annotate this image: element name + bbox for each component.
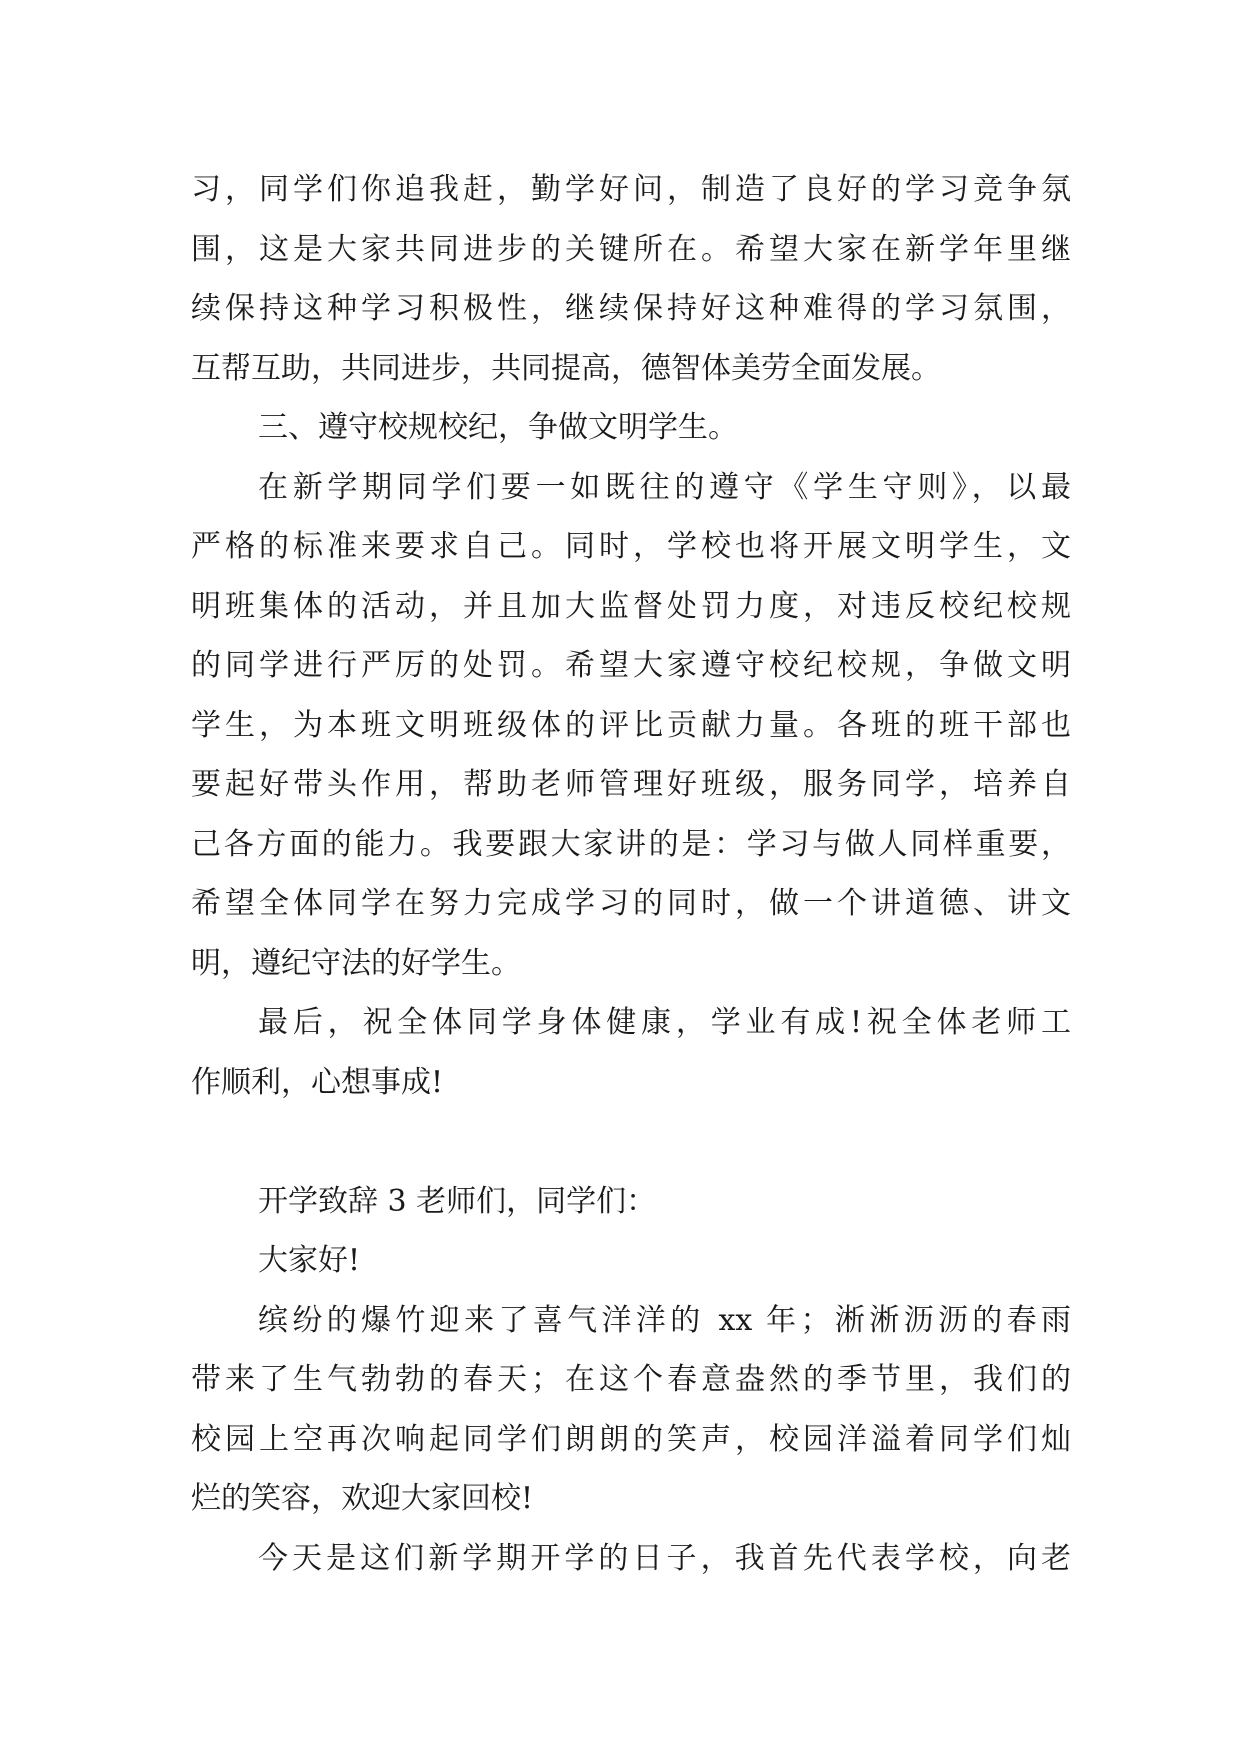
text-line: 的同学进行严厉的处罚。希望大家遵守校纪校规，争做文明	[191, 648, 1071, 683]
text-line: 续保持这种学习积极性，继续保持好这种难得的学习氛围，	[191, 291, 1071, 326]
text-line: 烂的笑容，欢迎大家回校!	[191, 1481, 534, 1516]
text-line: 作顺利，心想事成!	[191, 1064, 444, 1100]
text-line: 明班集体的活动，并且加大监督处罚力度，对违反校纪校规	[191, 588, 1071, 624]
paragraph-gap	[191, 1112, 1071, 1172]
text-line: 缤纷的爆竹迎来了喜气洋洋的 xx 年；淅淅沥沥的春雨	[258, 1302, 1071, 1338]
text-line: 互帮互助，共同进步，共同提高，德智体美劳全面发展。	[191, 350, 941, 386]
text-line: 开学致辞 3 老师们，同学们：	[258, 1183, 657, 1219]
text-line: 要起好带头作用，帮助老师管理好班级，服务同学，培养自	[191, 767, 1071, 802]
text-line: 明，遵纪守法的好学生。	[191, 945, 521, 981]
text-line: 希望全体同学在努力完成学习的同时，做一个讲道德、讲文	[191, 886, 1071, 921]
document-body	[191, 160, 1071, 1588]
text-line: 校园上空再次响起同学们朗朗的笑声，校园洋溢着同学们灿	[191, 1421, 1071, 1457]
text-line: 学生，为本班文明班级体的评比贡献力量。各班的班干部也	[191, 707, 1071, 743]
text-line: 严格的标准来要求自己。同时，学校也将开展文明学生，文	[191, 529, 1071, 564]
text-line: 在新学期同学们要一如既往的遵守《学生守则》，以最	[258, 469, 1071, 505]
text-line: 己各方面的能力。我要跟大家讲的是：学习与做人同样重要，	[191, 826, 1071, 862]
text-line: 带来了生气勃勃的春天；在这个春意盎然的季节里，我们的	[191, 1362, 1071, 1397]
text-line: 三、遵守校规校纪，争做文明学生。	[258, 410, 738, 445]
text-line: 今天是这们新学期开学的日子，我首先代表学校，向老	[258, 1540, 1071, 1576]
text-line: 围，这是大家共同进步的关键所在。希望大家在新学年里继	[191, 231, 1071, 267]
text-line: 最后，祝全体同学身体健康，学业有成!祝全体老师工	[258, 1005, 1071, 1040]
text-line: 大家好!	[258, 1243, 361, 1278]
text-line: 习，同学们你追我赶，勤学好问，制造了良好的学习竞争氛	[191, 172, 1071, 207]
